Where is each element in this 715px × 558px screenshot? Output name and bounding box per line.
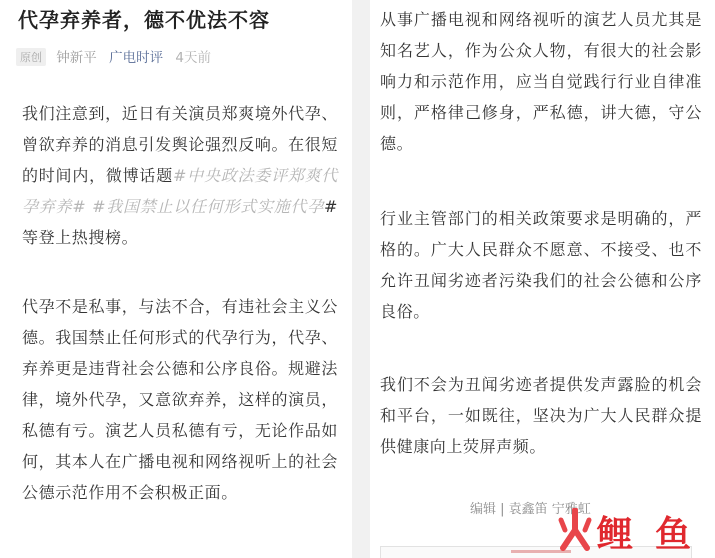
paragraph-3: 从事广播电视和网络视听的演艺人员尤其是知名艺人，作为公众人物，有很大的社会影响力和示范作用，应当自觉践行行业自律准则，严格律己修身，严私德，讲大德，守公德。 bbox=[380, 10, 702, 153]
source-account-link[interactable]: 广电时评 bbox=[109, 50, 164, 66]
paragraph-5: 我们不会为丑闻劣迹者提供发声露脸的机会和平台，一如既往，坚决为广大人民群众提供健康向上荧屏声频。 bbox=[380, 375, 702, 456]
fire-icon bbox=[555, 508, 595, 552]
original-badge: 原创 bbox=[16, 48, 46, 66]
hashtag-link[interactable]: #中央政法委评郑爽代孕弃养# #我国禁止以任何形式实施代孕 bbox=[22, 166, 338, 216]
paragraph-2: 代孕不是私事，与法不合，有违社会主义公德。我国禁止任何形式的代孕行为，代孕、弃养更是违背社会公德和公序良俗。规避法律，境外代孕，又意欲弃养，这样的演员，私德有亏。演艺人员私德有亏，无论作品如何，其本人在广播电视和网络视听上的社会公德示范作用不会积极正面。 bbox=[22, 297, 338, 502]
article-title: 代孕弃养者，德不优法不容 bbox=[18, 8, 270, 32]
right-column bbox=[370, 0, 715, 558]
paragraph-4: 行业主管部门的相关政策要求是明确的，严格的。广大人民群众不愿意、不接受、也不允许丑闻劣迹者污染我们的社会公德和公序良俗。 bbox=[380, 209, 702, 321]
watermark-char-1: 鲤 bbox=[597, 514, 634, 555]
site-watermark-logo bbox=[555, 500, 715, 558]
paragraph-1-text-a: 我们注意到，近日有关演员郑爽境外代孕、曾欲弃养的消息引发舆论强烈反响。在很短的时间内，微博话题 bbox=[22, 104, 338, 185]
column-divider bbox=[352, 0, 370, 558]
paragraph-1-text-b: #等登上热搜榜。 bbox=[22, 197, 338, 247]
paragraph-1 bbox=[22, 98, 338, 253]
watermark-char-2: 鱼 bbox=[655, 514, 692, 555]
editor-credit: 编辑 | 袁鑫笛 宁雅虹 bbox=[470, 502, 591, 517]
publish-time: 4天前 bbox=[175, 50, 211, 66]
article-meta bbox=[16, 46, 211, 66]
author-name[interactable]: 钟新平 bbox=[56, 50, 97, 66]
left-column bbox=[0, 0, 352, 558]
